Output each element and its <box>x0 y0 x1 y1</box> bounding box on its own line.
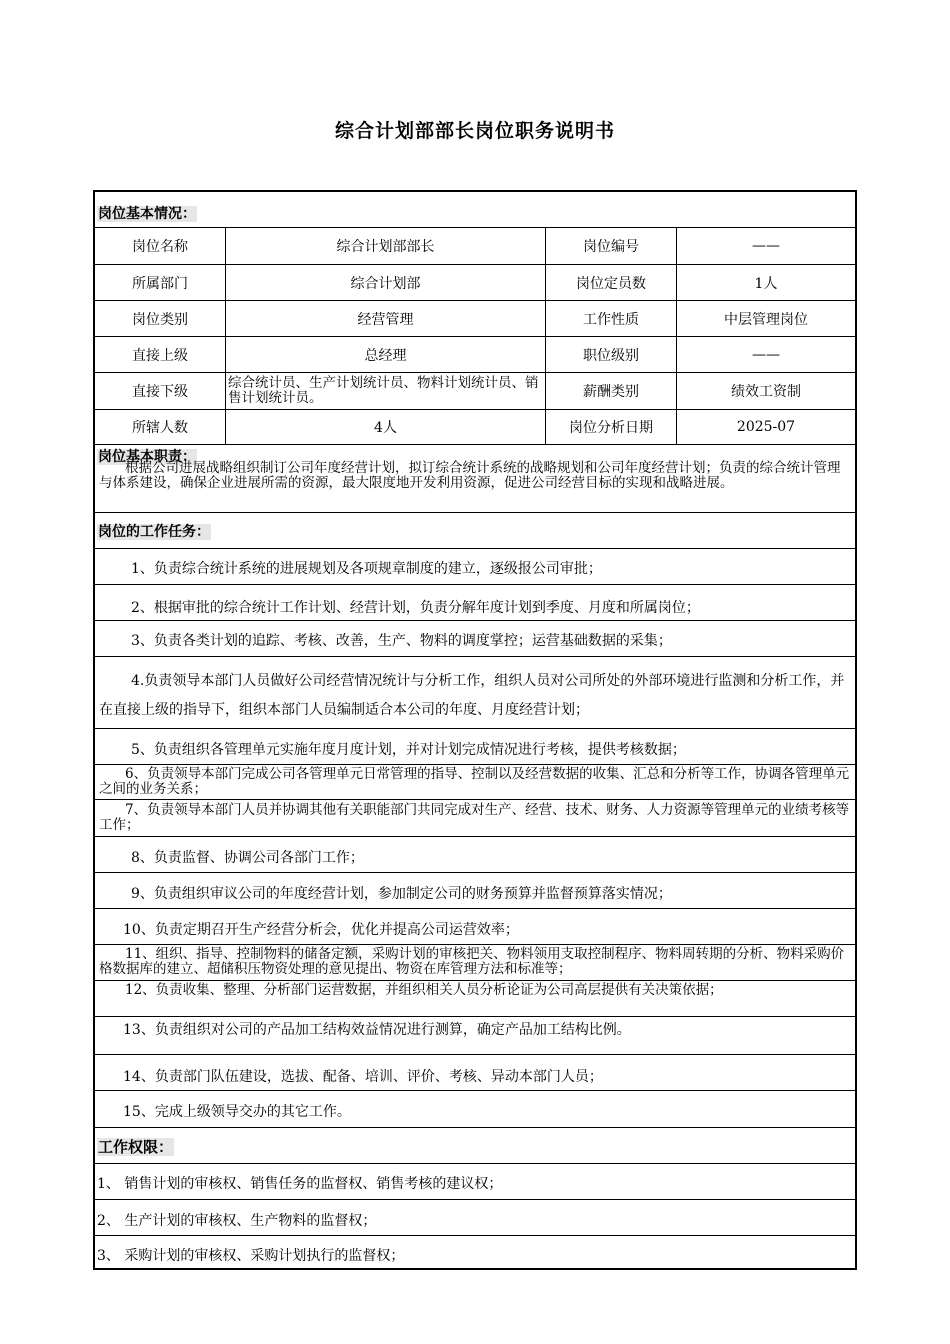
info-label: 职位级别 <box>546 337 677 372</box>
info-value: 1人 <box>754 275 778 292</box>
task-item <box>95 1017 855 1055</box>
task-text: 14、负责部门队伍建设，选拔、配备、培训、评价、考核、异动本部门人员； <box>123 1069 603 1085</box>
task-text: 8、负责监督、协调公司各部门工作； <box>131 850 364 866</box>
task-item <box>95 1091 855 1128</box>
info-row <box>95 228 855 265</box>
info-label: 工作性质 <box>546 301 677 336</box>
info-value: —— <box>752 238 780 254</box>
info-value: 综合统计员、生产计划统计员、物料计划统计员、销售计划统计员。 <box>226 373 546 409</box>
duties-text: 根据公司进展战略组织制订公司年度经营计划，拟订综合统计系统的战略规划和公司年度经营计划；负责的综合统计管理与体系建设，确保企业进展所需的资源，最大限度地开发利用资源，促进公司经营目标的实现和战略进展。 <box>99 460 841 491</box>
section-duties-label: 岗位基本职责： <box>98 449 196 465</box>
job-description-table <box>93 190 857 1270</box>
info-label: 岗位编号 <box>546 228 677 264</box>
task-item <box>95 800 855 837</box>
authority-text: 2、 生产计划的审核权、生产物料的监督权； <box>97 1213 377 1229</box>
task-text: 10、负责定期召开生产经营分析会，优化并提高公司运营效率； <box>123 922 519 938</box>
task-text: 9、负责组织审议公司的年度经营计划，参加制定公司的财务预算并监督预算落实情况； <box>131 886 672 902</box>
task-text: 3、负责各类计划的追踪、考核、改善，生产、物料的调度掌控；运营基础数据的采集； <box>131 633 672 649</box>
info-label: 所属部门 <box>95 265 226 300</box>
task-item <box>95 873 855 909</box>
task-item <box>95 909 855 945</box>
info-value: 经营管理 <box>226 301 546 336</box>
info-label: 薪酬类别 <box>546 373 677 409</box>
task-item <box>95 1055 855 1091</box>
authority-item <box>95 1200 855 1236</box>
authority-text: 1、 销售计划的审核权、销售任务的监督权、销售考核的建议权； <box>97 1176 503 1192</box>
task-text: 11、组织、指导、控制物料的储备定额，采购计划的审核把关、物料领用支取控制程序、物料周转期的分析、物料采购价格数据库的建立、超储积压物资处理的意见提出、物资在库管理方法和标准等； <box>99 946 845 977</box>
info-row <box>95 410 855 445</box>
page-title: 综合计划部部长岗位职务说明书 <box>334 120 615 142</box>
task-text: 6、负责领导本部门完成公司各管理单元日常管理的指导、控制以及经营数据的收集、汇总和分析等工作，协调各管理单元之间的业务关系； <box>99 766 850 797</box>
task-text: 5、负责组织各管理单元实施年度月度计划，并对计划完成情况进行考核，提供考核数据； <box>131 742 686 758</box>
section-authority-label: 工作权限： <box>98 1138 174 1156</box>
task-item <box>95 945 855 981</box>
info-label: 岗位名称 <box>95 228 226 264</box>
task-item <box>95 621 855 657</box>
task-item <box>95 765 855 800</box>
task-text: 4.负责领导本部门人员做好公司经营情况统计与分析工作，组织人员对公司所处的外部环境进行监测和分析工作，并在直接上级的指导下，组织本部门人员编制适合本公司的年度、月度经营计划； <box>99 673 845 718</box>
authority-item <box>95 1236 855 1270</box>
info-value: 中层管理岗位 <box>724 311 808 328</box>
section-authority <box>95 1128 855 1164</box>
task-text: 12、负责收集、整理、分析部门运营数据，并组织相关人员分析论证为公司高层提供有关决策依据； <box>125 982 723 998</box>
info-value: 4人 <box>226 410 546 444</box>
task-item <box>95 837 855 873</box>
info-value: —— <box>752 346 780 363</box>
info-row <box>95 337 855 373</box>
task-text: 1、负责综合统计系统的进展规划及各项规章制度的建立，逐级报公司审批； <box>131 561 602 577</box>
info-label: 岗位类别 <box>95 301 226 336</box>
section-duties <box>95 445 855 513</box>
info-label: 直接上级 <box>95 337 226 372</box>
section-tasks-label: 岗位的工作任务： <box>98 524 210 540</box>
info-value: 绩效工资制 <box>731 384 801 400</box>
task-text: 7、负责领导本部门人员并协调其他有关职能部门共同完成对生产、经营、技术、财务、人力资源等管理单元的业绩考核等工作； <box>99 802 850 833</box>
task-text: 2、根据审批的综合统计工作计划、经营计划，负责分解年度计划到季度、月度和所属岗位； <box>131 600 700 616</box>
section-basic-info-label: 岗位基本情况： <box>98 206 196 222</box>
info-row <box>95 373 855 410</box>
info-value: 综合计划部 <box>226 265 546 300</box>
task-text: 15、完成上级领导交办的其它工作。 <box>123 1104 351 1120</box>
authority-item <box>95 1164 855 1200</box>
task-item <box>95 549 855 585</box>
task-item <box>95 585 855 621</box>
info-value: 综合计划部部长 <box>226 228 546 264</box>
section-basic-info <box>95 192 855 228</box>
task-item <box>95 981 855 1017</box>
info-value: 2025-07 <box>736 419 796 435</box>
info-label: 岗位分析日期 <box>546 410 677 444</box>
info-label: 所辖人数 <box>95 410 226 444</box>
info-row <box>95 265 855 301</box>
authority-text: 3、 采购计划的审核权、采购计划执行的监督权； <box>97 1248 405 1264</box>
info-row <box>95 301 855 337</box>
info-label: 岗位定员数 <box>546 265 677 300</box>
task-text: 13、负责组织对公司的产品加工结构效益情况进行测算，确定产品加工结构比例。 <box>123 1022 631 1038</box>
section-tasks <box>95 513 855 549</box>
info-label: 直接下级 <box>95 373 226 409</box>
task-item <box>95 729 855 765</box>
task-item <box>95 657 855 729</box>
info-value: 总经理 <box>226 337 546 372</box>
